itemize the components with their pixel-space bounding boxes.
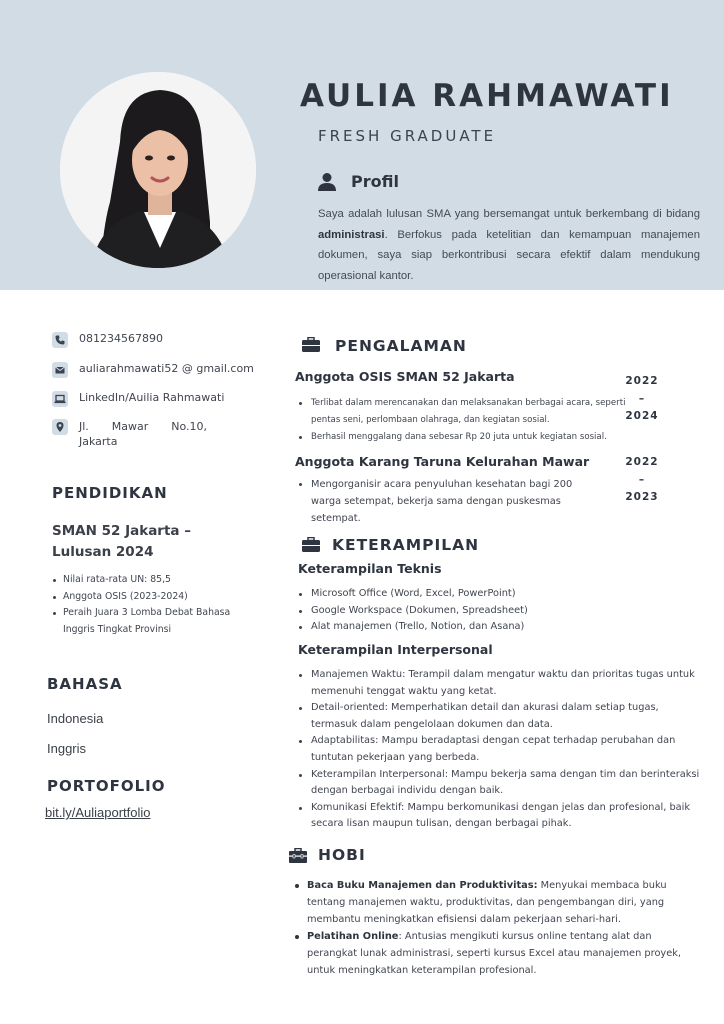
list-item: Microsoft Office (Word, Excel, PowerPoint)	[297, 586, 677, 603]
profile-photo	[60, 72, 256, 268]
user-icon	[317, 172, 337, 192]
contact-address	[52, 419, 207, 449]
portfolio-link[interactable]: bit.ly/Auliaportfolio	[45, 805, 151, 820]
list-item: Google Workspace (Dokumen, Spreadsheet)	[297, 603, 677, 620]
skills-heading: KETERAMPILAN	[332, 536, 480, 554]
list-item: Anggota OSIS (2023-2024)	[52, 589, 257, 606]
address-text: Jl. Mawar No.10, Jakarta	[79, 420, 207, 448]
experience-heading: PENGALAMAN	[335, 337, 467, 355]
list-item: Baca Buku Manajemen dan Produktivitas: Menyukai membaca buku tentang manajemen waktu, produktivitas, dan pengembangan diri, yang membantu meningkatkan efisiensi dalam pekerjaan sehari-hari.	[293, 877, 703, 928]
briefcase-icon	[302, 537, 320, 552]
contact-linkedin	[52, 391, 224, 407]
phone-number: 081234567890	[79, 332, 163, 345]
education-list	[52, 572, 257, 638]
job-years: 2022 – 2024	[625, 375, 659, 422]
job-bullets	[297, 476, 597, 527]
list-item: Pelatihan Online: Antusias mengikuti kursus online tentang alat dan perangkat lunak administrasi, seperti kursus Excel atau manajemen proyek, untuk meningkatkan keterampilan profesional.	[293, 928, 703, 979]
contact-phone	[52, 332, 163, 348]
map-pin-icon	[52, 419, 68, 435]
technical-skills-heading: Keterampilan Teknis	[298, 561, 442, 576]
job-title: Anggota OSIS SMAN 52 Jakarta	[295, 369, 515, 384]
list-item: Mengorganisir acara penyuluhan kesehatan bagi 200 warga setempat, bekerja sama dengan puskesmas setempat.	[297, 476, 597, 527]
job-title: Anggota Karang Taruna Kelurahan Mawar	[295, 454, 590, 469]
portfolio-heading: PORTOFOLIO	[47, 777, 166, 795]
language-item: Indonesia	[47, 711, 104, 726]
education-heading: PENDIDIKAN	[52, 484, 168, 502]
hobbies-heading: HOBI	[318, 846, 366, 864]
job-role: FRESH GRADUATE	[318, 127, 497, 145]
job-years: 2022 – 2023	[625, 456, 659, 503]
technical-skills-list	[297, 586, 677, 636]
list-item: Berhasil menggalang dana sebesar Rp 20 juta untuk kegiatan sosial.	[297, 429, 627, 446]
list-item: Adaptabilitas: Mampu beradaptasi dengan cepat terhadap perubahan dan tuntutan pekerjaan yang berbeda.	[297, 733, 707, 766]
language-item: Inggris	[47, 741, 87, 756]
phone-icon	[52, 332, 68, 348]
toolbox-icon	[289, 848, 307, 863]
interpersonal-skills-list	[297, 667, 707, 833]
list-item: Nilai rata-rata UN: 85,5	[52, 572, 257, 589]
profile-highlight: administrasi	[318, 228, 385, 241]
list-item: Manajemen Waktu: Terampil dalam mengatur waktu dan prioritas tugas untuk memenuhi tenggat waktu yang ketat.	[297, 667, 707, 700]
briefcase-icon	[302, 337, 320, 352]
profile-heading: Profil	[351, 172, 399, 191]
portrait-illustration	[60, 72, 256, 268]
list-item: Komunikasi Efektif: Mampu berkomunikasi dengan jelas dan profesional, baik secara lisan maupun tulisan, dengan berbagai pihak.	[297, 800, 707, 833]
profile-summary: Saya adalah lulusan SMA yang bersemangat untuk berkembang di bidang administrasi. Berfokus pada ketelitian dan kemampuan manajemen dokumen, saya siap berkontribusi secara efektif dalam mendukung operasional kantor.	[318, 208, 700, 282]
email-address: auliarahmawati52 @ gmail.com	[79, 362, 254, 375]
job-bullets	[297, 395, 627, 446]
list-item: Peraih Juara 3 Lomba Debat Bahasa Inggris Tingkat Provinsi	[52, 605, 257, 638]
contact-email	[52, 362, 254, 378]
list-item: Keterampilan Interpersonal: Mampu bekerja sama dengan tim dan berinteraksi dengan berbagai individu dengan baik.	[297, 767, 707, 800]
list-item: Terlibat dalam merencanakan dan melaksanakan berbagai acara, seperti pentas seni, perlombaan olahraga, dan kegiatan sosial.	[297, 395, 627, 429]
laptop-icon	[52, 391, 68, 407]
school-name: SMAN 52 Jakarta – Lulusan 2024	[52, 523, 191, 560]
linkedin-text: LinkedIn/Auilia Rahmawati	[79, 391, 225, 404]
list-item: Alat manajemen (Trello, Notion, dan Asana)	[297, 619, 677, 636]
hobbies-list	[293, 877, 703, 979]
interpersonal-skills-heading: Keterampilan Interpersonal	[298, 642, 493, 657]
mail-icon	[52, 362, 68, 378]
language-heading: BAHASA	[47, 675, 123, 693]
list-item: Detail-oriented: Memperhatikan detail dan akurasi dalam setiap tugas, termasuk dalam pengelolaan dokumen dan data.	[297, 700, 707, 733]
person-name: AULIA RAHMAWATI	[300, 78, 674, 114]
